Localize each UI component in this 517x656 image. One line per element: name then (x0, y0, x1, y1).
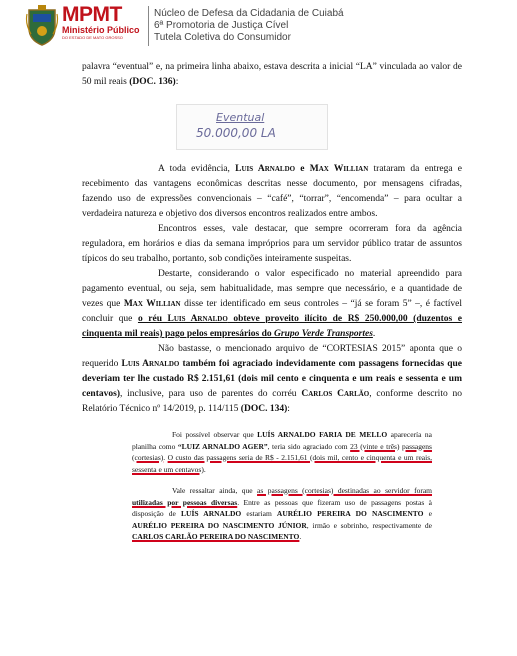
text-run: , irmão e sobrinho, respectivamente de (306, 520, 432, 530)
text-run: trataram da entrega e recebimento das vantagens econômicas descritas nesse documento, por mensagens cifradas, fazendo uso de expressões convencionais – “café”, “torrar”, “encomenda” – para ocultar a verdadeira natureza e objetivo dos diversos encontros realizados entre ambos. (82, 164, 463, 219)
paragraph-eventual (82, 60, 462, 90)
underlined-passages: 23 (vinte e três) passagens (cortesias) (132, 441, 432, 462)
name-luis-arnaldo: LUÍS ARNALDO (181, 509, 242, 518)
logo-mpmt-text: MPMT (62, 3, 122, 26)
text-run: : (175, 77, 179, 87)
underlined-other-people: utilizadas por pessoas diversas (132, 497, 238, 507)
text-run: palavra “eventual” e, na primeira linha abaixo, estava descrita a inicial “LA” vinculada ao valor de 50 mil reais (82, 62, 462, 87)
text-run: e (423, 509, 432, 518)
name-aurelio: AURÉLIO PEREIRA DO NASCIMENTO (276, 509, 424, 518)
name-luis-arnaldo: Luis Arnaldo (235, 164, 296, 174)
header-line-2: 6ª Promotoria de Justiça Cível (154, 20, 289, 31)
report-excerpt (132, 429, 432, 543)
header-office-text (154, 8, 344, 44)
doc-reference: (DOC. 136) (129, 77, 176, 87)
text-run: Destarte, considerando o valor especificado no material apreendido para pagamento eventual, ou seja, sem habitualidade, mas sempre que necessário, e a quantidade de vezes que (82, 269, 462, 309)
name-luis-arnaldo: Luis Arnaldo (167, 314, 228, 324)
text-run: obteve proveito ilícito de R$ 250.000,00 (duzentos e cinquenta mil reais) pago pelos empresários do (82, 314, 462, 339)
handwritten-amount: 50.000,00 LA (196, 126, 276, 140)
coat-of-arms-icon (25, 4, 59, 46)
text-run: estariam (241, 509, 277, 518)
header-divider (148, 6, 149, 46)
logo-ministerio-text: Ministério Público (62, 25, 140, 35)
name-max-willian: Max Willian (309, 164, 369, 174)
text-run: , inclusive, para uso de parentes do corréu (120, 389, 302, 399)
name-aurelio-junior: AURÉLIO PEREIRA DO NASCIMENTO JÚNIOR (132, 520, 307, 530)
paragraph-cortesias (82, 342, 462, 417)
header-line-3: Tutela Coletiva do Consumidor (154, 32, 291, 43)
header-line-1: Núcleo de Defesa da Cidadania de Cuiabá (154, 8, 344, 19)
excerpt-paragraph-1 (132, 429, 432, 475)
text-run: e (295, 164, 310, 174)
text-run: Não bastasse, o mencionado arquivo de “CORTESIAS 2015” aponta que o requerido (82, 344, 462, 369)
mpmt-logo (62, 4, 146, 40)
document-header (0, 0, 517, 56)
company-name: Grupo Verde Transportes (274, 329, 373, 339)
paragraph-encounters: Encontros esses, vale destacar, que sempre ocorreram fora da agência reguladora, em horários e dias da semana impróprios para um servidor público tratar de assuntos típicos do seu trabalho, portanto, sob condições inteiramente suspeitas. (82, 224, 462, 264)
text-run: aparecería na planilha como (132, 430, 432, 451)
name-max-willian: Max Willian (123, 299, 181, 309)
name-full: LUÍS ARNALDO FARIA DE MELLO (257, 430, 388, 439)
text-run: , teria sido agraciado com (267, 441, 351, 451)
text-run: Foi possível observar que (172, 430, 258, 439)
text-run: : (287, 404, 290, 414)
text-run: . Entre as pessoas que fizeram uso de passagens postas à disposição de (132, 497, 432, 518)
doc-reference: (DOC. 134) (240, 404, 288, 414)
name-carlos-carlao: Carlos Carlão (301, 389, 370, 399)
excerpt-paragraph-2 (132, 485, 432, 543)
underlined-cost: O custo das passagens seria de R$ - 2.151,61 (dois mil, cento e cinquenta e um reais, sessenta e um centavos) (132, 453, 432, 474)
text-run: , conforme descrito no Relatório Técnico nº 14/2019, p. 114/115 (82, 389, 462, 414)
text-run: . (163, 453, 168, 462)
text-run: . (372, 329, 376, 339)
name-luis-arnaldo: Luis Arnaldo (121, 359, 180, 369)
paragraph-conclusion (82, 267, 462, 342)
name-alias: “LUIZ ARNALDO AGER” (177, 441, 268, 451)
handwritten-eventual: Eventual (216, 111, 265, 124)
text-run: . (299, 532, 302, 541)
text-run: Vale ressaltar ainda, que (172, 486, 258, 495)
text-run: o réu (137, 314, 168, 324)
name-carlos-carlao: CARLOS CARLÃO PEREIRA DO NASCIMENTO (132, 532, 300, 541)
scanned-annotation-image (176, 104, 328, 150)
bold-statement: também foi agraciado indevidamente com passagens fornecidas que deveriam ter lhe custado R$ 2.151,61 (dois mil cento e cinquenta e um reais e sessenta e um centavos) (82, 359, 463, 399)
highlighted-conclusion (82, 314, 462, 339)
paragraph-evidence (82, 162, 462, 222)
logo-state-text: DO ESTADO DE MATO GROSSO (62, 35, 123, 40)
underlined-passages-use: as passagens (cortesias) destinadas ao servidor foram (257, 486, 432, 495)
text-run: A toda evidência, (158, 164, 236, 174)
document-body (82, 60, 462, 543)
text-run: . (203, 464, 206, 474)
text-run: disse ter identificado em seus controles – “já se foram 5” –, é factível concluir que (82, 299, 462, 324)
